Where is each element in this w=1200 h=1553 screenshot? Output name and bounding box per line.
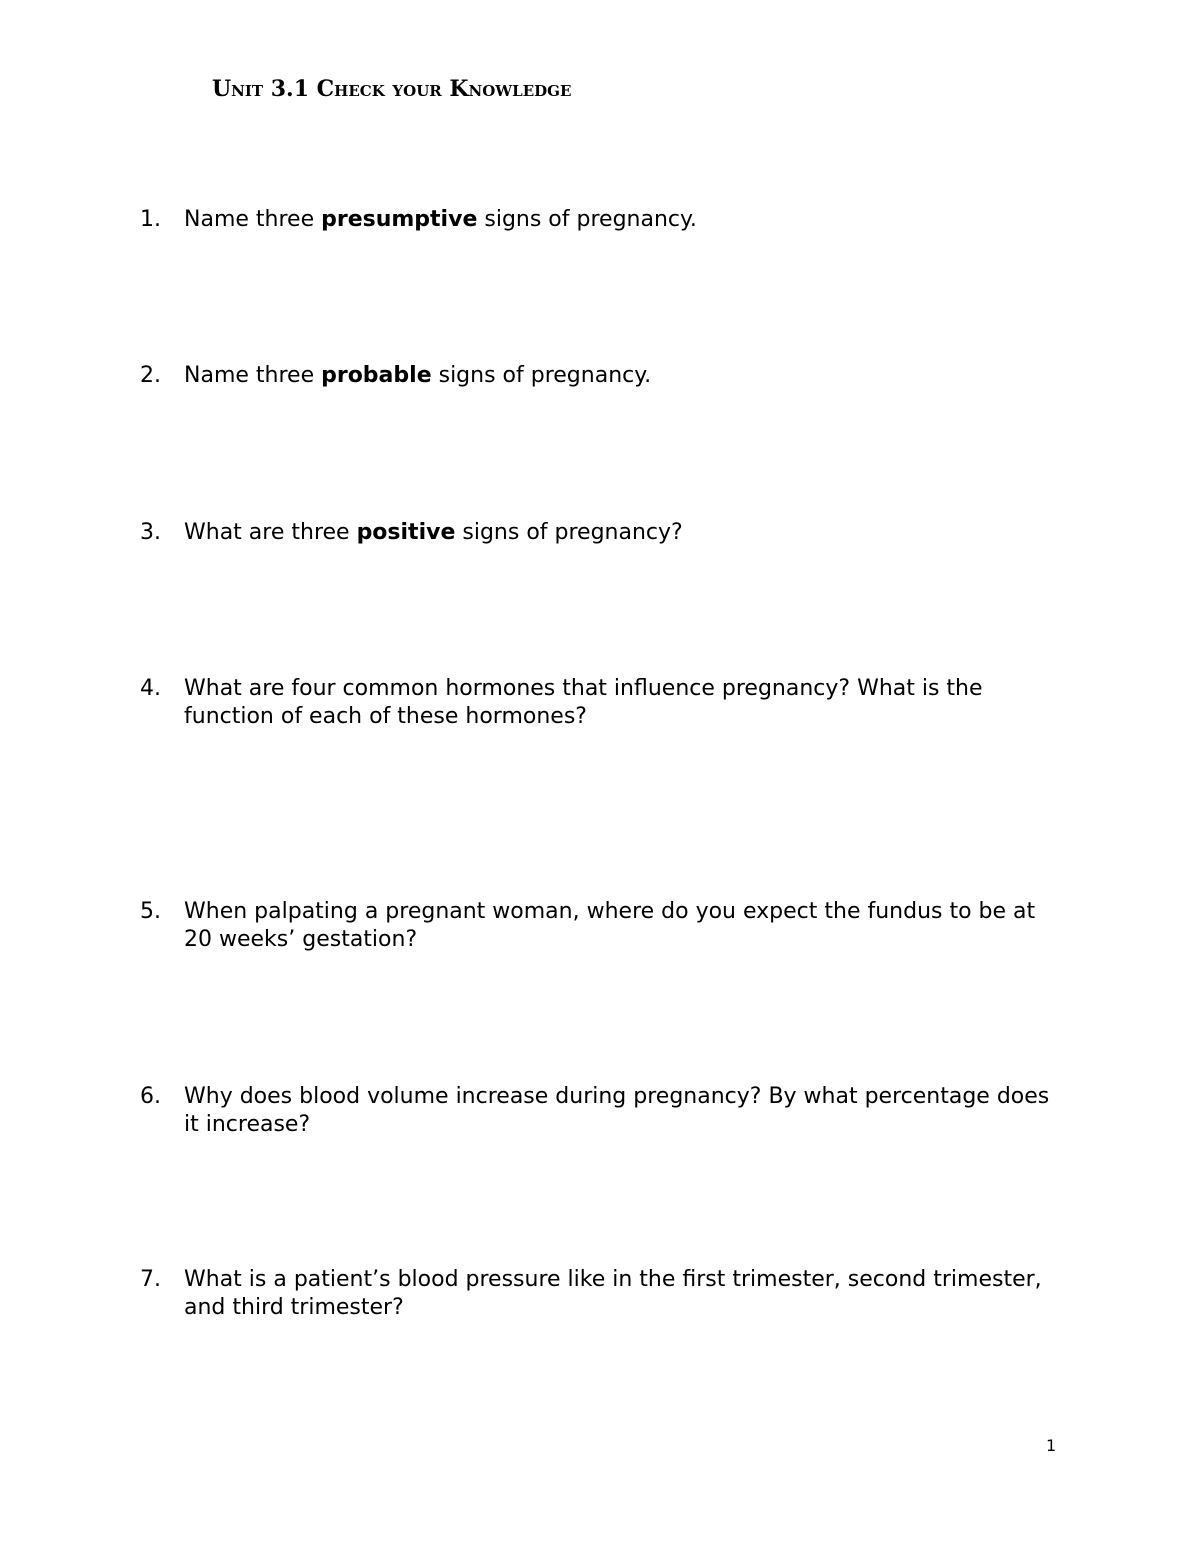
question-text: Name three probable signs of pregnancy.: [184, 363, 652, 388]
question-2: [140, 362, 1070, 390]
question-text: What are three positive signs of pregnancy?: [184, 520, 683, 545]
question-text: Why does blood volume increase during pregnancy? By what percentage does it increase?: [184, 1084, 1050, 1137]
question-7: [140, 1266, 1070, 1322]
emphasis: probable: [321, 363, 432, 388]
question-4: [140, 675, 1070, 731]
question-6: [140, 1083, 1070, 1139]
emphasis: presumptive: [321, 207, 478, 232]
emphasis: positive: [356, 520, 456, 545]
question-text: When palpating a pregnant woman, where do you expect the fundus to be at 20 weeks’ gestation?: [184, 899, 1036, 952]
question-text: What is a patient’s blood pressure like in the first trimester, second trimester, and third trimester?: [184, 1267, 1042, 1320]
question-number: 5.: [140, 899, 161, 924]
question-number: 1.: [140, 207, 161, 232]
question-text: What are four common hormones that influence pregnancy? What is the function of each of these hormones?: [184, 676, 983, 729]
page-number: 1: [1046, 1436, 1057, 1455]
page-title: Unit 3.1 Check your Knowledge: [212, 76, 572, 102]
question-1: [140, 206, 1070, 234]
question-3: [140, 519, 1070, 547]
question-number: 2.: [140, 363, 161, 388]
question-number: 3.: [140, 520, 161, 545]
question-number: 6.: [140, 1084, 161, 1109]
question-5: [140, 898, 1070, 954]
question-text: Name three presumptive signs of pregnancy.: [184, 207, 697, 232]
question-number: 7.: [140, 1267, 161, 1292]
question-number: 4.: [140, 676, 161, 701]
